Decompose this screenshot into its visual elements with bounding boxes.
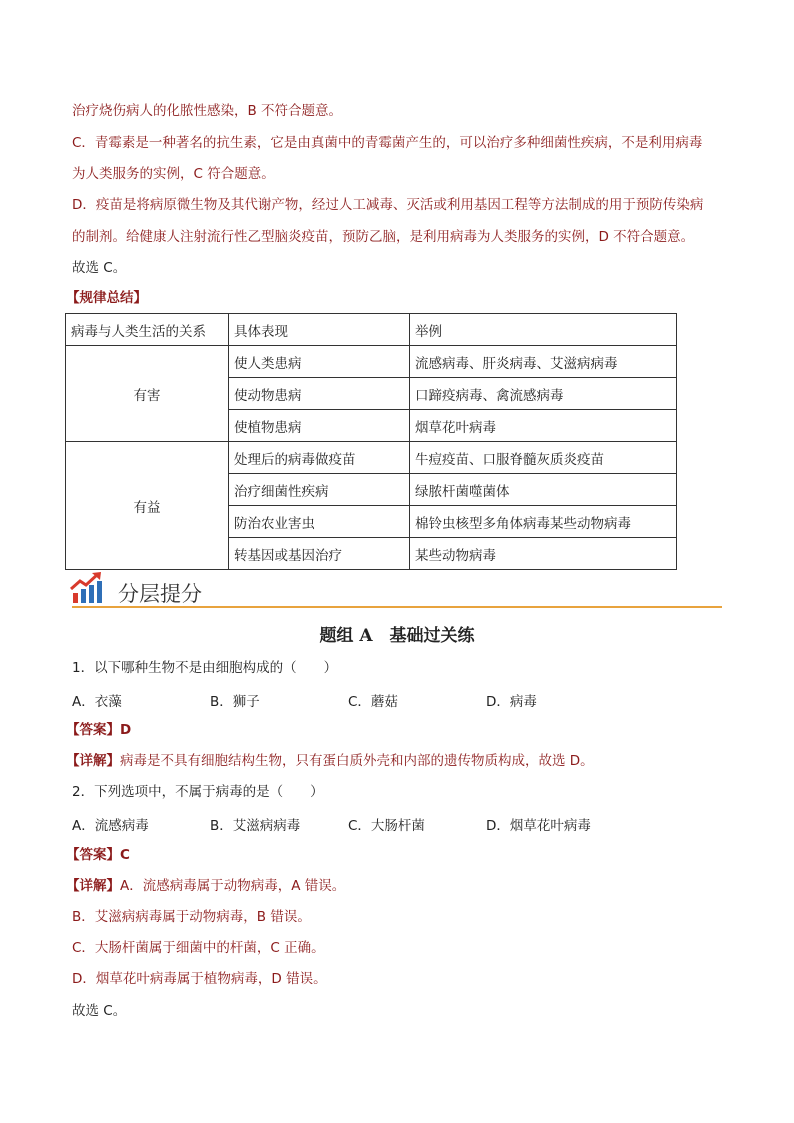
table-cell: 流感病毒、肝炎病毒、艾滋病病毒 bbox=[410, 346, 677, 378]
table-cell: 处理后的病毒做疫苗 bbox=[229, 442, 410, 474]
table-header-row bbox=[66, 314, 677, 346]
summary-table bbox=[65, 313, 677, 570]
table-row bbox=[66, 346, 677, 378]
detail-line bbox=[66, 877, 345, 895]
detail-line bbox=[66, 752, 594, 770]
table-row bbox=[66, 442, 677, 474]
detail-line: B．艾滋病病毒属于动物病毒，B 错误。 bbox=[72, 909, 311, 925]
table-cell: 棉铃虫核型多角体病毒某些动物病毒 bbox=[410, 506, 677, 538]
table-cell: 使人类患病 bbox=[229, 346, 410, 378]
summary-title: 【规律总结】 bbox=[66, 290, 147, 306]
answer-label: 【答案】 bbox=[66, 722, 120, 738]
answer-value: C bbox=[120, 847, 130, 863]
table-cell: 治疗细菌性疾病 bbox=[229, 474, 410, 506]
answer-value: D bbox=[120, 722, 132, 738]
table-cell: 使植物患病 bbox=[229, 410, 410, 442]
option-d: D．病毒 bbox=[486, 694, 537, 710]
table-header: 具体表现 bbox=[229, 314, 410, 346]
explanation-line: 的制剂。给健康人注射流行性乙型脑炎疫苗，预防乙脑，是利用病毒为人类服务的实例，D 不符合题意。 bbox=[72, 229, 695, 245]
explanation-line: D．疫苗是将病原微生物及其代谢产物，经过人工减毒、灭活或利用基因工程等方法制成的用于预防传染病 bbox=[72, 197, 704, 213]
section-divider bbox=[72, 606, 722, 608]
group-cell-beneficial: 有益 bbox=[66, 442, 229, 570]
answer-line bbox=[66, 721, 131, 739]
option-b: B．艾滋病病毒 bbox=[210, 818, 301, 834]
option-b: B．狮子 bbox=[210, 694, 260, 710]
option-c: C．蘑菇 bbox=[348, 694, 398, 710]
table-cell: 烟草花叶病毒 bbox=[410, 410, 677, 442]
table-cell: 某些动物病毒 bbox=[410, 538, 677, 570]
detail-text: A．流感病毒属于动物病毒，A 错误。 bbox=[120, 878, 346, 894]
table-cell: 防治农业害虫 bbox=[229, 506, 410, 538]
table-cell: 转基因或基因治疗 bbox=[229, 538, 410, 570]
detail-label: 【详解】 bbox=[66, 878, 120, 894]
explanation-line: 为人类服务的实例，C 符合题意。 bbox=[72, 166, 275, 182]
option-a: A．衣藻 bbox=[72, 694, 122, 710]
option-d: D．烟草花叶病毒 bbox=[486, 818, 591, 834]
group-cell-harmful: 有害 bbox=[66, 346, 229, 442]
option-c: C．大肠杆菌 bbox=[348, 818, 425, 834]
conclusion-line: 故选 C。 bbox=[72, 260, 127, 276]
answer-line bbox=[66, 846, 130, 864]
detail-label: 【详解】 bbox=[66, 753, 120, 769]
answer-label: 【答案】 bbox=[66, 847, 120, 863]
growth-chart-icon bbox=[70, 571, 106, 605]
conclusion-line: 故选 C。 bbox=[72, 1003, 127, 1019]
explanation-line: C．青霉素是一种著名的抗生素，它是由真菌中的青霉菌产生的，可以治疗多种细菌性疾病，不是利用病毒 bbox=[72, 135, 703, 151]
table-header: 病毒与人类生活的关系 bbox=[66, 314, 229, 346]
table-cell: 口蹄疫病毒、禽流感病毒 bbox=[410, 378, 677, 410]
group-title: 题组 A 基础过关练 bbox=[319, 626, 475, 646]
option-a: A．流感病毒 bbox=[72, 818, 149, 834]
table-cell: 牛痘疫苗、口服脊髓灰质炎疫苗 bbox=[410, 442, 677, 474]
table-cell: 使动物患病 bbox=[229, 378, 410, 410]
section-title: 分层提分 bbox=[118, 582, 202, 606]
detail-line: D．烟草花叶病毒属于植物病毒，D 错误。 bbox=[72, 971, 327, 987]
question-stem: 1．以下哪种生物不是由细胞构成的（ ） bbox=[72, 660, 338, 676]
explanation-line: 治疗烧伤病人的化脓性感染，B 不符合题意。 bbox=[72, 103, 343, 119]
detail-text: 病毒是不具有细胞结构生物，只有蛋白质外壳和内部的遗传物质构成，故选 D。 bbox=[120, 753, 594, 769]
detail-line: C．大肠杆菌属于细菌中的杆菌，C 正确。 bbox=[72, 940, 325, 956]
table-cell: 绿脓杆菌噬菌体 bbox=[410, 474, 677, 506]
table-header: 举例 bbox=[410, 314, 677, 346]
question-stem: 2．下列选项中，不属于病毒的是（ ） bbox=[72, 784, 324, 800]
